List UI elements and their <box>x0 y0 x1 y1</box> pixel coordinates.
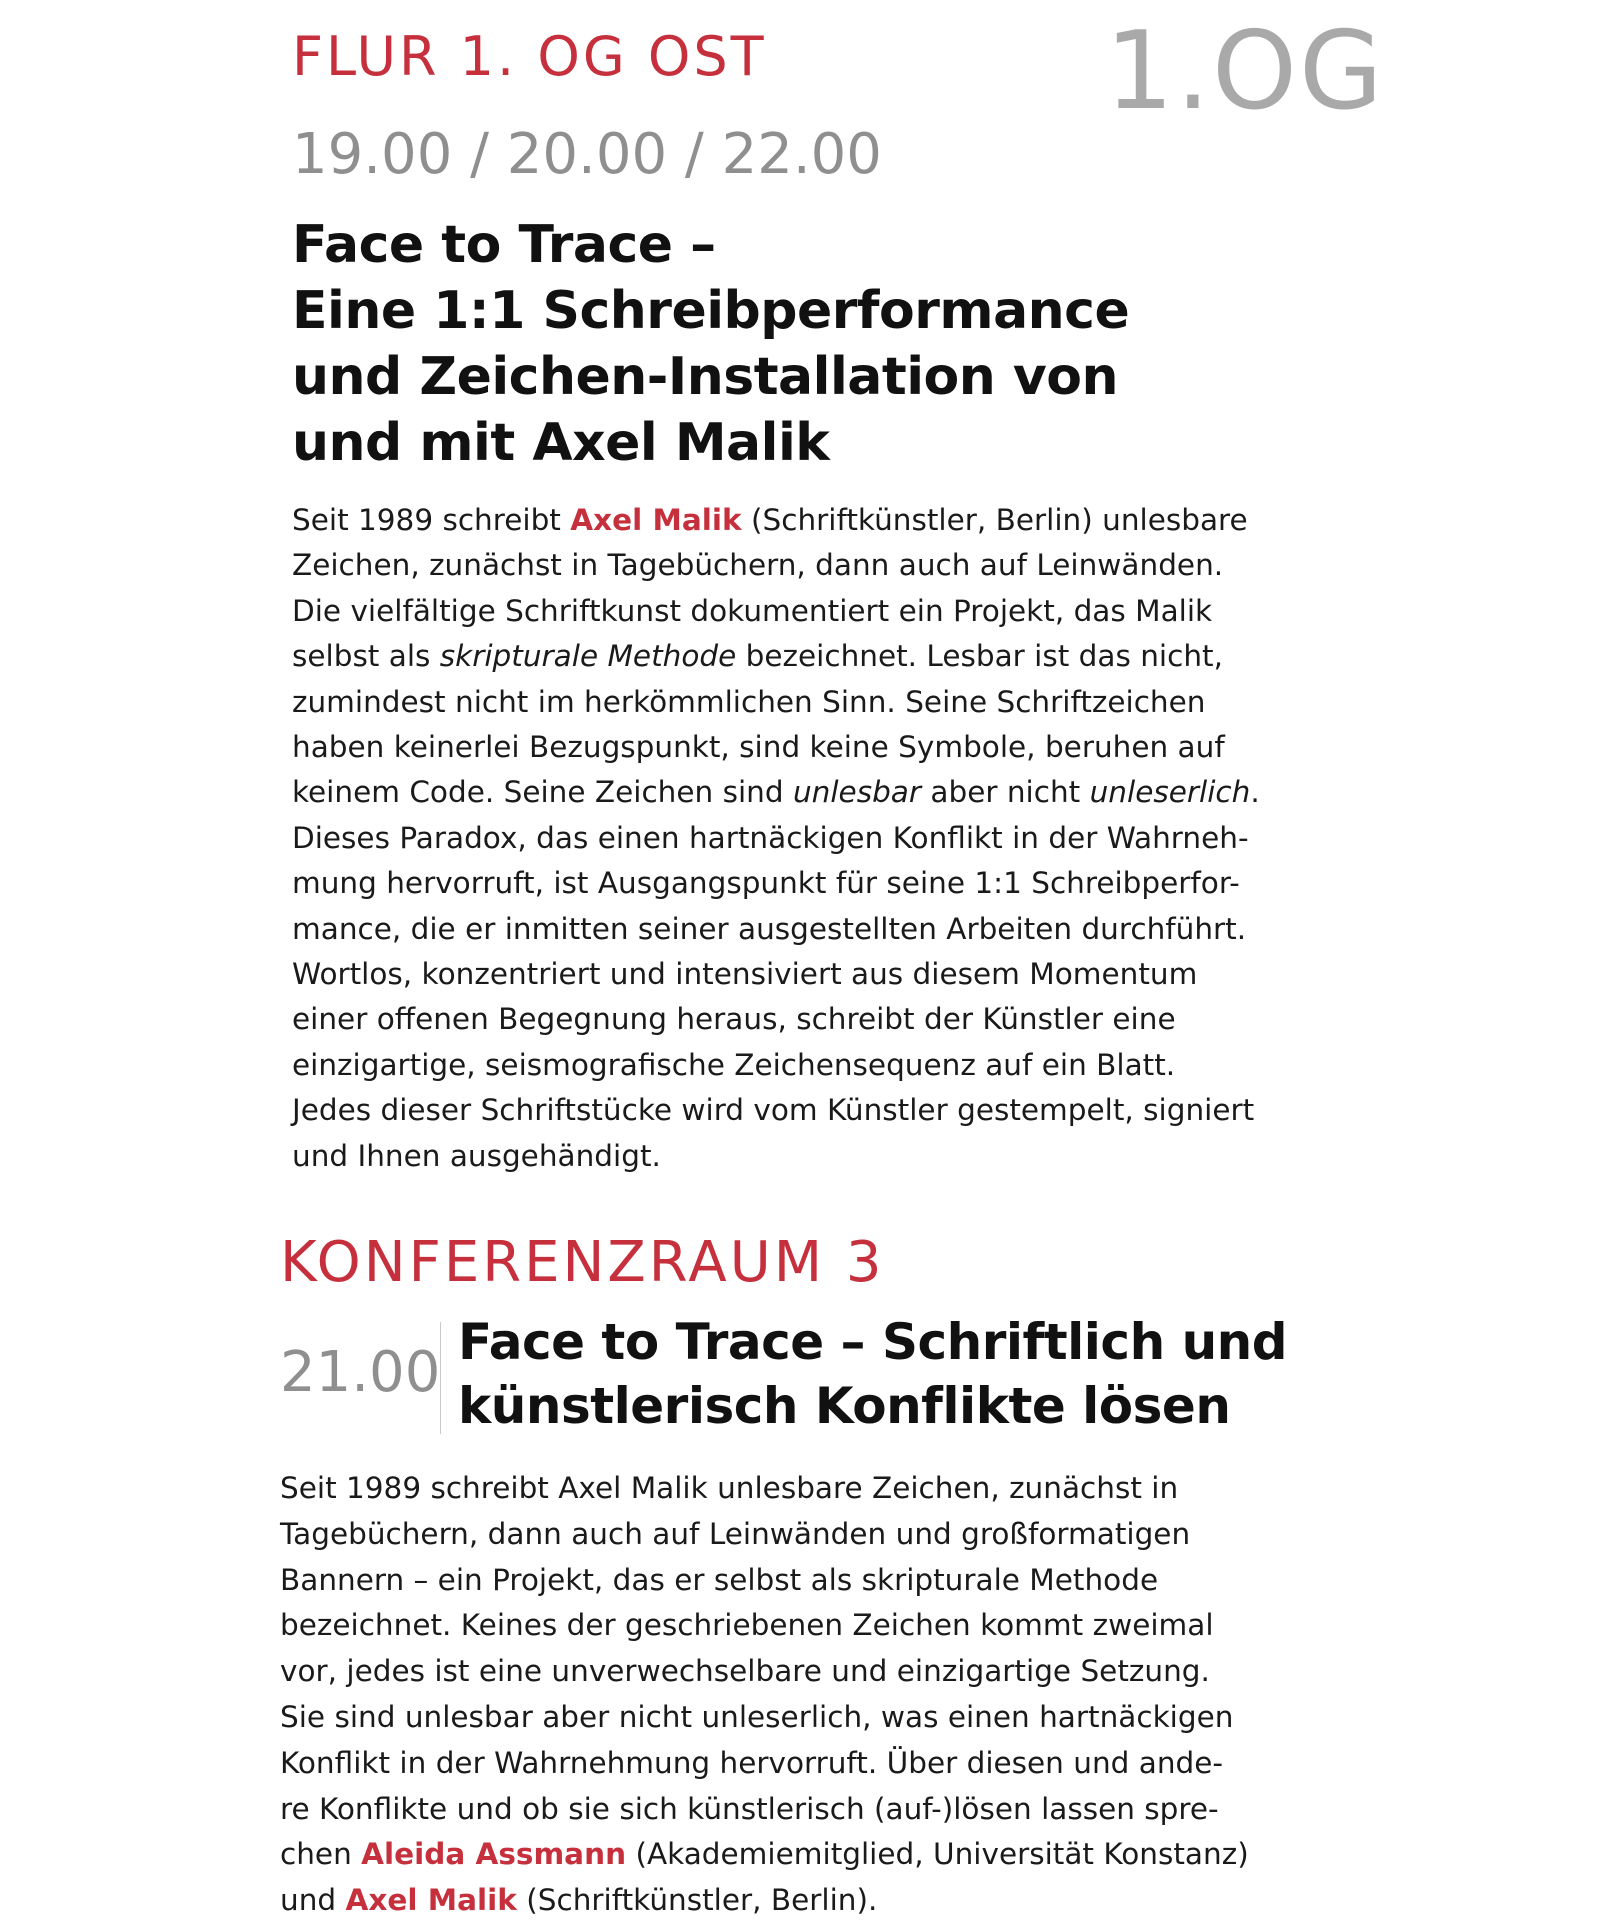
description-line: re Konflikte und ob sie sich künstlerisch (auf-)lösen lassen spre- <box>280 1791 1219 1826</box>
room-heading-konferenzraum: KONFERENZRAUM 3 <box>280 1230 885 1295</box>
description-line: Bannern – ein Projekt, das er selbst als skripturale Methode <box>280 1562 1159 1597</box>
person-name-axel-malik: Axel Malik <box>570 503 742 537</box>
description-line: Dieses Paradox, das einen hartnäckigen Konflikt in der Wahrneh- <box>292 820 1249 855</box>
description-line: Sie sind unlesbar aber nicht unleserlich, was einen hartnäckigen <box>280 1699 1234 1734</box>
event-description <box>280 1466 1370 1924</box>
person-name-axel-malik: Axel Malik <box>345 1883 517 1918</box>
emphasis-text: unleserlich <box>1089 775 1251 810</box>
description-line <box>280 1878 1370 1924</box>
description-line: mung hervorruft, ist Ausgangspunkt für seine 1:1 Schreibperfor- <box>292 866 1240 901</box>
description-line: Seit 1989 schreibt Axel Malik unlesbare Zeichen, zunächst in <box>280 1471 1179 1505</box>
text-run: und <box>280 1883 346 1918</box>
text-run: selbst als <box>292 639 440 674</box>
event-title-line: Face to Trace – <box>292 215 716 275</box>
text-run: Seit 1989 schreibt <box>292 503 571 537</box>
description-line <box>292 770 1362 815</box>
floor-badge: 1.OG <box>1105 9 1385 134</box>
description-line: Konflikt in der Wahrnehmung hervorruft. Über diesen und ande- <box>280 1745 1224 1780</box>
text-run: (Schriftkünstler, Berlin). <box>516 1883 878 1918</box>
text-run: bezeichnet. Lesbar ist das nicht, <box>736 639 1223 674</box>
event-title-line: und mit Axel Malik <box>292 413 830 473</box>
event-title-line: Eine 1:1 Schreibperformance <box>292 281 1130 341</box>
description-line <box>292 498 1362 543</box>
description-line: Zeichen, zunächst in Tagebüchern, dann auch auf Leinwänden. <box>292 548 1224 583</box>
description-line: Tagebüchern, dann auch auf Leinwänden und großformatigen <box>280 1516 1191 1551</box>
description-line: bezeichnet. Keines der geschriebenen Zeichen kommt zweimal <box>280 1608 1214 1643</box>
text-run: aber nicht <box>921 775 1090 810</box>
description-line: mance, die er inmitten seiner ausgestellten Arbeiten durchführt. <box>292 911 1247 946</box>
text-run: (Schriftkünstler, Berlin) unlesbare <box>741 503 1248 537</box>
description-line: Wortlos, konzentriert und intensiviert aus diesem Momentum <box>292 957 1198 992</box>
description-line: vor, jedes ist eine unverwechselbare und einzigartige Setzung. <box>280 1654 1210 1689</box>
description-line: haben keinerlei Bezugspunkt, sind keine Symbole, beruhen auf <box>292 730 1225 765</box>
event-title-line: und Zeichen-Installation von <box>292 347 1119 407</box>
text-run: (Akademiemitglied, Universität Konstanz) <box>626 1837 1249 1872</box>
description-line: und Ihnen ausgehändigt. <box>292 1138 661 1173</box>
emphasis-text: unlesbar <box>792 775 922 810</box>
person-name-aleida-assmann: Aleida Assmann <box>361 1837 627 1872</box>
description-line <box>292 634 1362 679</box>
event-time: 21.00 <box>280 1340 441 1405</box>
room-heading-flur: FLUR 1. OG OST <box>292 25 767 88</box>
text-run: . <box>1250 775 1260 810</box>
text-run: keinem Code. Seine Zeichen sind <box>292 775 793 810</box>
description-line: zumindest nicht im herkömmlichen Sinn. Seine Schriftzeichen <box>292 684 1206 719</box>
description-line: Die vielfältige Schriftkunst dokumentiert ein Projekt, das Malik <box>292 593 1213 628</box>
time-divider <box>440 1322 441 1434</box>
event-title-line: Face to Trace – Schriftlich und <box>458 1313 1288 1371</box>
event-title <box>458 1310 1458 1438</box>
description-line <box>280 1832 1370 1878</box>
event-times: 19.00 / 20.00 / 22.00 <box>292 122 882 187</box>
emphasis-text: skripturale Methode <box>439 639 737 674</box>
description-line: einzigartige, seismografische Zeichensequenz auf ein Blatt. <box>292 1047 1176 1082</box>
event-description <box>292 498 1362 1179</box>
event-title-line: künstlerisch Konflikte lösen <box>458 1377 1231 1435</box>
text-run: chen <box>280 1837 362 1872</box>
description-line: einer offenen Begegnung heraus, schreibt der Künstler eine <box>292 1002 1176 1037</box>
description-line: Jedes dieser Schriftstücke wird vom Künstler gestempelt, signiert <box>292 1093 1255 1128</box>
event-title <box>292 212 1192 476</box>
